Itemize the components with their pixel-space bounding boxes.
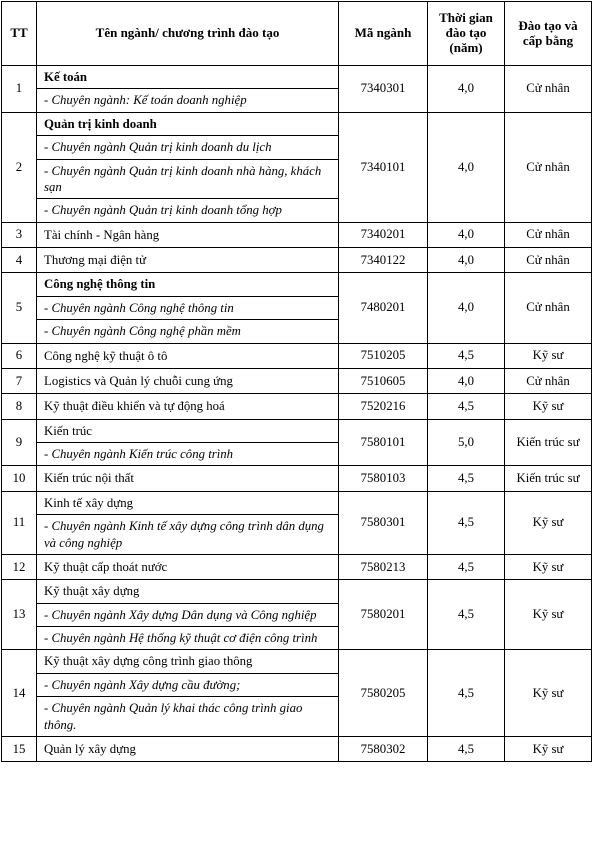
specialization-line: - Chuyên ngành Quản trị kinh doanh tổng hợp bbox=[44, 203, 282, 218]
duration: 4,5 bbox=[428, 491, 505, 554]
degree: Kỹ sư bbox=[505, 736, 592, 761]
row-number: 12 bbox=[2, 554, 37, 579]
program-name: Kiến trúc nội thất bbox=[44, 471, 134, 486]
program-name: Tài chính - Ngân hàng bbox=[44, 227, 160, 242]
row-number: 11 bbox=[2, 491, 37, 554]
duration: 4,0 bbox=[428, 222, 505, 247]
program-name-cell bbox=[37, 650, 339, 737]
row-number: 15 bbox=[2, 736, 37, 761]
duration: 4,5 bbox=[428, 394, 505, 419]
specialization-line: - Chuyên ngành Công nghệ phần mềm bbox=[44, 324, 241, 339]
program-name: Kỹ thuật xây dựng công trình giao thông bbox=[37, 650, 338, 673]
table-row bbox=[2, 273, 592, 343]
duration: 4,5 bbox=[428, 736, 505, 761]
program-name-cell bbox=[37, 580, 339, 650]
program-name-cell bbox=[37, 66, 339, 113]
table-row bbox=[2, 394, 592, 419]
specialization-line: - Chuyên ngành Kiến trúc công trình bbox=[44, 447, 234, 461]
duration: 4,0 bbox=[428, 66, 505, 113]
program-code: 7580213 bbox=[339, 554, 428, 579]
duration: 4,0 bbox=[428, 273, 505, 343]
specialization-line: - Chuyên ngành Công nghệ thông tin bbox=[37, 297, 338, 320]
table-row bbox=[2, 650, 592, 737]
degree: Cử nhân bbox=[505, 66, 592, 113]
program-code: 7340101 bbox=[339, 112, 428, 222]
program-code: 7340301 bbox=[339, 66, 428, 113]
program-name: Quản trị kinh doanh bbox=[37, 113, 338, 136]
specialization-line: - Chuyên ngành Quản trị kinh doanh du lịch bbox=[37, 136, 338, 159]
row-number: 14 bbox=[2, 650, 37, 737]
degree: Kỹ sư bbox=[505, 650, 592, 737]
degree: Cử nhân bbox=[505, 273, 592, 343]
program-name-cell bbox=[37, 248, 339, 273]
program-name-cell bbox=[37, 222, 339, 247]
program-code: 7580205 bbox=[339, 650, 428, 737]
degree: Kỹ sư bbox=[505, 491, 592, 554]
degree: Kỹ sư bbox=[505, 580, 592, 650]
row-number: 10 bbox=[2, 466, 37, 491]
table-row bbox=[2, 343, 592, 368]
row-number: 6 bbox=[2, 343, 37, 368]
table-row bbox=[2, 736, 592, 761]
table-row bbox=[2, 580, 592, 650]
degree: Cử nhân bbox=[505, 248, 592, 273]
duration: 4,5 bbox=[428, 466, 505, 491]
table-row bbox=[2, 368, 592, 393]
specialization-line: - Chuyên ngành Xây dựng Dân dụng và Công nghiệp bbox=[37, 604, 338, 627]
program-name: Thương mại điện tử bbox=[44, 253, 147, 267]
row-number: 4 bbox=[2, 248, 37, 273]
duration: 4,5 bbox=[428, 650, 505, 737]
program-name-cell bbox=[37, 491, 339, 554]
program-code: 7480201 bbox=[339, 273, 428, 343]
program-name: Kế toán bbox=[37, 66, 338, 89]
table-row bbox=[2, 248, 592, 273]
program-name-cell bbox=[37, 394, 339, 419]
program-code: 7580201 bbox=[339, 580, 428, 650]
table-row bbox=[2, 466, 592, 491]
table-row bbox=[2, 66, 592, 113]
program-name-cell bbox=[37, 736, 339, 761]
specialization-line: - Chuyên ngành Kinh tế xây dựng công trình dân dụng và công nghiệp bbox=[44, 519, 324, 550]
duration: 4,5 bbox=[428, 343, 505, 368]
program-name: Kinh tế xây dựng bbox=[37, 492, 338, 515]
program-name: Quản lý xây dựng bbox=[44, 741, 136, 756]
header-tt: TT bbox=[2, 2, 37, 66]
program-code: 7340122 bbox=[339, 248, 428, 273]
row-number: 1 bbox=[2, 66, 37, 113]
program-name-cell bbox=[37, 112, 339, 222]
degree: Cử nhân bbox=[505, 112, 592, 222]
table-row bbox=[2, 112, 592, 222]
degree: Kỹ sư bbox=[505, 394, 592, 419]
table-row bbox=[2, 554, 592, 579]
program-code: 7340201 bbox=[339, 222, 428, 247]
program-name: Công nghệ kỹ thuật ô tô bbox=[44, 348, 168, 363]
header-row bbox=[2, 2, 592, 66]
program-name-cell bbox=[37, 554, 339, 579]
table-row bbox=[2, 419, 592, 466]
program-name-cell bbox=[37, 273, 339, 343]
row-number: 9 bbox=[2, 419, 37, 466]
duration: 4,0 bbox=[428, 368, 505, 393]
specialization-line: - Chuyên ngành Hệ thống kỹ thuật cơ điện công trình bbox=[44, 631, 318, 645]
row-number: 5 bbox=[2, 273, 37, 343]
header-duration: Thời gian đào tạo (năm) bbox=[428, 2, 505, 66]
row-number: 3 bbox=[2, 222, 37, 247]
specialization-line: - Chuyên ngành Xây dựng cầu đường; bbox=[37, 674, 338, 697]
program-code: 7580301 bbox=[339, 491, 428, 554]
program-code: 7580103 bbox=[339, 466, 428, 491]
header-code: Mã ngành bbox=[339, 2, 428, 66]
row-number: 7 bbox=[2, 368, 37, 393]
programs-table bbox=[1, 1, 592, 762]
program-name: Kỹ thuật điều khiển và tự động hoá bbox=[44, 399, 225, 414]
program-name-cell bbox=[37, 466, 339, 491]
program-name: Kỹ thuật xây dựng bbox=[37, 580, 338, 603]
header-degree: Đào tạo và cấp bằng bbox=[505, 2, 592, 66]
program-name: Công nghệ thông tin bbox=[37, 273, 338, 296]
specialization-line: - Chuyên ngành Quản lý khai thác công trình giao thông. bbox=[44, 701, 303, 732]
program-name-cell bbox=[37, 419, 339, 466]
degree: Cử nhân bbox=[505, 368, 592, 393]
degree: Kiến trúc sư bbox=[505, 419, 592, 466]
degree: Kỹ sư bbox=[505, 554, 592, 579]
specialization-line: - Chuyên ngành Quản trị kinh doanh nhà hàng, khách sạn bbox=[37, 160, 338, 200]
duration: 4,0 bbox=[428, 112, 505, 222]
program-code: 7510205 bbox=[339, 343, 428, 368]
row-number: 13 bbox=[2, 580, 37, 650]
row-number: 8 bbox=[2, 394, 37, 419]
duration: 5,0 bbox=[428, 419, 505, 466]
degree: Cử nhân bbox=[505, 222, 592, 247]
specialization-line: - Chuyên ngành: Kế toán doanh nghiệp bbox=[44, 93, 247, 108]
program-code: 7510605 bbox=[339, 368, 428, 393]
degree: Kỹ sư bbox=[505, 343, 592, 368]
table-row bbox=[2, 222, 592, 247]
duration: 4,5 bbox=[428, 554, 505, 579]
degree: Kiến trúc sư bbox=[505, 466, 592, 491]
duration: 4,0 bbox=[428, 248, 505, 273]
program-name: Kiến trúc bbox=[37, 420, 338, 443]
header-name: Tên ngành/ chương trình đào tạo bbox=[37, 2, 339, 66]
row-number: 2 bbox=[2, 112, 37, 222]
program-code: 7520216 bbox=[339, 394, 428, 419]
table-body bbox=[2, 66, 592, 762]
table-row bbox=[2, 491, 592, 554]
program-name: Kỹ thuật cấp thoát nước bbox=[44, 559, 168, 574]
duration: 4,5 bbox=[428, 580, 505, 650]
program-name-cell bbox=[37, 368, 339, 393]
program-code: 7580302 bbox=[339, 736, 428, 761]
program-code: 7580101 bbox=[339, 419, 428, 466]
program-name: Logistics và Quản lý chuỗi cung ứng bbox=[44, 373, 233, 388]
program-name-cell bbox=[37, 343, 339, 368]
